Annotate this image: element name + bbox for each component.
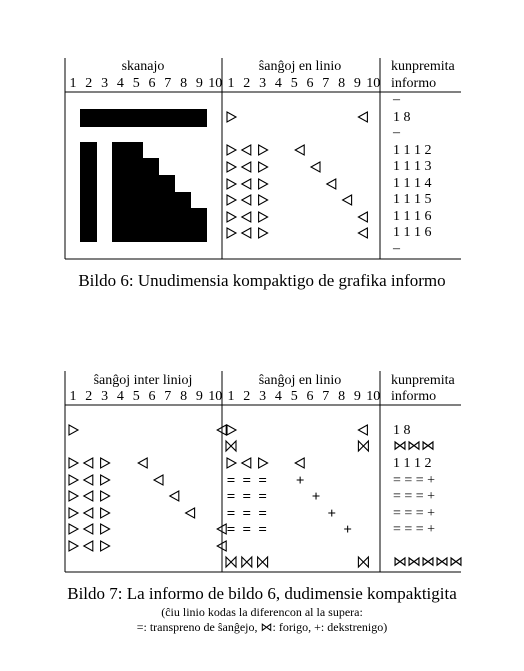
fig6-column-numbers-changes xyxy=(228,76,381,91)
fig6-scan-image xyxy=(80,109,207,242)
fig6-changes-col-10: 10 xyxy=(366,76,381,91)
fig6-bar-top xyxy=(80,109,207,127)
fig6-scan-col-6: 6 xyxy=(148,76,156,91)
fig6-mark-right-triangle-icon xyxy=(259,162,268,172)
fig6-mark-right-triangle-icon xyxy=(227,228,236,238)
fig7-mid-plus-mark: + xyxy=(311,489,321,505)
fig7-compressed-column xyxy=(393,423,463,570)
fig7-mid-col-3: 3 xyxy=(259,389,267,404)
fig6-mark-left-triangle-icon xyxy=(358,212,367,222)
fig6-compressed-row: 1 1 1 6 xyxy=(393,225,432,240)
fig6-compressed-row: 1 1 1 4 xyxy=(393,176,432,191)
fig7-mid-col-1: 1 xyxy=(227,389,235,404)
fig6-mark-right-triangle-icon xyxy=(227,162,236,172)
fig6-header-compressed-1: kunpremita xyxy=(391,59,455,74)
fig6-mark-right-triangle-icon xyxy=(227,112,236,122)
fig6-mark-left-triangle-icon xyxy=(242,228,251,238)
fig6-header-compressed-2: informo xyxy=(391,76,437,91)
fig7-left-col-2: 2 xyxy=(85,389,93,404)
fig6-mark-right-triangle-icon xyxy=(227,212,236,222)
fig7-mid-equals-mark: = xyxy=(226,473,236,489)
fig7-header-left: ŝanĝoj inter linioj xyxy=(93,373,193,388)
fig7-left-mark-right-triangle-icon xyxy=(101,508,110,518)
fig7-compressed-row: ⋈⋈⋈⋈⋈ xyxy=(393,555,463,570)
fig7-mid-col-6: 6 xyxy=(306,389,314,404)
fig6-compressed-row: 1 8 xyxy=(393,110,411,125)
fig6-scan-col-4: 4 xyxy=(116,76,124,91)
fig7-mid-equals-mark: = xyxy=(242,489,252,505)
fig7-mid-bowtie-icon xyxy=(358,441,368,451)
fig7-left-mark-right-triangle-icon xyxy=(101,524,110,534)
fig6-scan-col-2: 2 xyxy=(85,76,93,91)
fig7-left-col-4: 4 xyxy=(116,389,124,404)
fig7-mid-bowtie-icon xyxy=(258,557,268,567)
fig7-left-col-10: 10 xyxy=(208,389,223,404)
fig6-mark-left-triangle-icon xyxy=(242,195,251,205)
fig6-compressed-row: 1 1 1 2 xyxy=(393,143,432,158)
fig7-mid-left-triangle-icon xyxy=(242,458,251,468)
fig7-compressed-row: = = = + xyxy=(393,489,436,504)
fig6-mark-right-triangle-icon xyxy=(259,212,268,222)
fig7-mid-equals-mark: = xyxy=(226,522,236,538)
fig7-left-col-1: 1 xyxy=(69,389,77,404)
fig6-compressed-row: – xyxy=(393,92,400,107)
fig7-left-mark-right-triangle-icon xyxy=(69,508,78,518)
fig6-header-changes: ŝanĝoj en linio xyxy=(258,59,342,74)
fig7-left-mark-left-triangle-icon xyxy=(154,475,163,485)
fig6-mark-left-triangle-icon xyxy=(343,195,352,205)
fig6-bar-left xyxy=(80,142,97,242)
fig6-compressed-row: – xyxy=(393,125,400,140)
fig6-mark-left-triangle-icon xyxy=(242,212,251,222)
fig7-left-mark-left-triangle-icon xyxy=(170,491,179,501)
fig7-mid-bowtie-icon xyxy=(226,557,236,567)
fig6-stair-5 xyxy=(112,208,207,242)
fig7-between-line-marks xyxy=(69,425,226,551)
fig7-mid-equals-mark: = xyxy=(226,489,236,505)
fig7-compressed-row: = = = + xyxy=(393,522,436,537)
fig7-mid-equals-mark: = xyxy=(242,522,252,538)
fig7-left-col-6: 6 xyxy=(148,389,156,404)
fig6-changes-col-9: 9 xyxy=(353,76,361,91)
fig6-scan-col-7: 7 xyxy=(164,76,172,91)
fig6-mark-right-triangle-icon xyxy=(227,179,236,189)
fig7-left-mark-left-triangle-icon xyxy=(138,458,147,468)
fig6-mark-right-triangle-icon xyxy=(227,195,236,205)
fig6-mark-left-triangle-icon xyxy=(358,228,367,238)
fig7-mid-col-10: 10 xyxy=(366,389,381,404)
fig7-mid-plus-mark: + xyxy=(327,506,337,522)
fig7-left-col-7: 7 xyxy=(164,389,172,404)
fig7-mid-right-triangle-icon xyxy=(227,458,236,468)
fig7-mid-col-8: 8 xyxy=(338,389,346,404)
fig7-left-mark-right-triangle-icon xyxy=(69,458,78,468)
fig7-compressed-row: 1 1 1 2 xyxy=(393,456,432,471)
fig6-scan-col-9: 9 xyxy=(195,76,203,91)
fig6-mark-left-triangle-icon xyxy=(242,179,251,189)
fig7-mid-equals-mark: = xyxy=(258,506,267,522)
fig7-left-mark-right-triangle-icon xyxy=(101,541,110,551)
fig7-mid-equals-mark: = xyxy=(242,506,252,522)
fig6-mark-right-triangle-icon xyxy=(259,179,268,189)
fig6-mark-right-triangle-icon xyxy=(259,145,268,155)
fig7-left-mark-right-triangle-icon xyxy=(69,491,78,501)
fig7-mid-col-2: 2 xyxy=(243,389,251,404)
fig7-compressed-row: = = = + xyxy=(393,506,436,521)
fig6-mark-left-triangle-icon xyxy=(295,145,304,155)
fig7-header-mid: ŝanĝoj en linio xyxy=(258,373,342,388)
fig6-mark-left-triangle-icon xyxy=(242,145,251,155)
fig7-compressed-row: = = = + xyxy=(393,473,436,488)
fig6-compressed-row: 1 1 1 5 xyxy=(393,192,432,207)
fig7-left-mark-left-triangle-icon xyxy=(186,508,195,518)
fig7-left-col-5: 5 xyxy=(132,389,140,404)
fig7-mid-equals-mark: = xyxy=(226,506,236,522)
fig7-left-mark-left-triangle-icon xyxy=(84,475,93,485)
fig6-scan-col-5: 5 xyxy=(132,76,140,91)
fig6-compressed-column xyxy=(392,92,432,256)
fig6-mark-left-triangle-icon xyxy=(358,112,367,122)
fig7-left-col-3: 3 xyxy=(101,389,109,404)
fig7-left-col-8: 8 xyxy=(180,389,188,404)
fig6-scan-col-10: 10 xyxy=(208,76,223,91)
fig7-left-mark-right-triangle-icon xyxy=(69,425,78,435)
fig7-compressed-row: 1 8 xyxy=(393,423,411,438)
fig6-mark-left-triangle-icon xyxy=(311,162,320,172)
figure7-caption: Bildo 7: La informo de bildo 6, dudimensie kompaktigita xyxy=(67,584,457,603)
fig6-mark-right-triangle-icon xyxy=(259,195,268,205)
fig7-left-mark-right-triangle-icon xyxy=(101,458,110,468)
fig7-header-compressed-2: informo xyxy=(391,389,437,404)
fig7-mid-col-4: 4 xyxy=(274,389,282,404)
fig6-header-scan: skanajo xyxy=(121,59,165,74)
figure6-caption: Bildo 6: Unudimensia kompaktigo de grafika informo xyxy=(78,271,446,290)
fig6-changes-col-5: 5 xyxy=(290,76,298,91)
fig7-compressed-row: ⋈⋈⋈ xyxy=(393,439,435,454)
fig6-mark-right-triangle-icon xyxy=(259,228,268,238)
fig7-header-compressed-1: kunpremita xyxy=(391,373,455,388)
fig6-changes-col-7: 7 xyxy=(322,76,330,91)
fig7-column-numbers-mid xyxy=(228,389,381,404)
fig7-left-mark-right-triangle-icon xyxy=(69,524,78,534)
fig7-mid-bowtie-icon xyxy=(226,441,236,451)
fig7-mid-col-5: 5 xyxy=(290,389,298,404)
fig6-mark-right-triangle-icon xyxy=(227,145,236,155)
fig7-mid-right-triangle-icon xyxy=(227,425,236,435)
fig7-mid-equals-mark: = xyxy=(258,473,267,489)
fig7-mid-col-7: 7 xyxy=(322,389,330,404)
fig6-changes-col-6: 6 xyxy=(306,76,314,91)
fig7-left-mark-left-triangle-icon xyxy=(84,458,93,468)
fig7-left-mark-left-triangle-icon xyxy=(84,524,93,534)
fig7-mid-left-triangle-icon xyxy=(358,425,367,435)
fig6-changes-col-1: 1 xyxy=(227,76,235,91)
fig7-mid-plus-mark: + xyxy=(295,473,305,489)
fig7-mid-bowtie-icon xyxy=(242,557,252,567)
figure7-note-line1: (ĉiu linio kodas la diferencon al la supera: xyxy=(161,605,363,619)
fig7-left-mark-right-triangle-icon xyxy=(69,475,78,485)
fig7-mid-bowtie-icon xyxy=(358,557,368,567)
fig6-compressed-row: 1 1 1 3 xyxy=(393,159,432,174)
fig7-left-mark-right-triangle-icon xyxy=(69,541,78,551)
fig7-left-mark-left-triangle-icon xyxy=(84,491,93,501)
fig7-in-line-marks xyxy=(226,425,368,567)
fig7-left-col-9: 9 xyxy=(195,389,203,404)
fig7-left-mark-right-triangle-icon xyxy=(101,475,110,485)
fig7-left-mark-right-triangle-icon xyxy=(101,491,110,501)
fig6-scan-col-1: 1 xyxy=(69,76,77,91)
fig6-mark-left-triangle-icon xyxy=(327,179,336,189)
fig6-changes-col-8: 8 xyxy=(338,76,346,91)
fig7-left-mark-left-triangle-icon xyxy=(84,508,93,518)
fig7-mid-left-triangle-icon xyxy=(295,458,304,468)
fig7-column-numbers-left xyxy=(70,389,223,404)
fig6-scan-col-8: 8 xyxy=(180,76,188,91)
fig6-scan-col-3: 3 xyxy=(101,76,109,91)
fig7-mid-right-triangle-icon xyxy=(259,458,268,468)
fig7-mid-plus-mark: + xyxy=(343,522,352,538)
fig6-changes-col-3: 3 xyxy=(259,76,267,91)
fig6-changes-col-2: 2 xyxy=(243,76,251,91)
fig6-change-marks xyxy=(227,112,367,238)
fig7-mid-equals-mark: = xyxy=(242,473,252,489)
fig6-compressed-row: 1 1 1 6 xyxy=(393,209,432,224)
fig7-left-mark-left-triangle-icon xyxy=(84,541,93,551)
fig7-mid-equals-mark: = xyxy=(258,489,267,505)
fig6-changes-col-4: 4 xyxy=(274,76,282,91)
fig7-mid-equals-mark: = xyxy=(258,522,267,538)
fig6-mark-left-triangle-icon xyxy=(242,162,251,172)
fig6-compressed-row: – xyxy=(393,241,400,256)
fig6-column-numbers-scan xyxy=(70,76,223,91)
fig7-mid-col-9: 9 xyxy=(353,389,361,404)
figure7-note-line2: =: transpreno de ŝanĝejo, ⋈: forigo, +: dekstrenigo) xyxy=(136,620,388,634)
